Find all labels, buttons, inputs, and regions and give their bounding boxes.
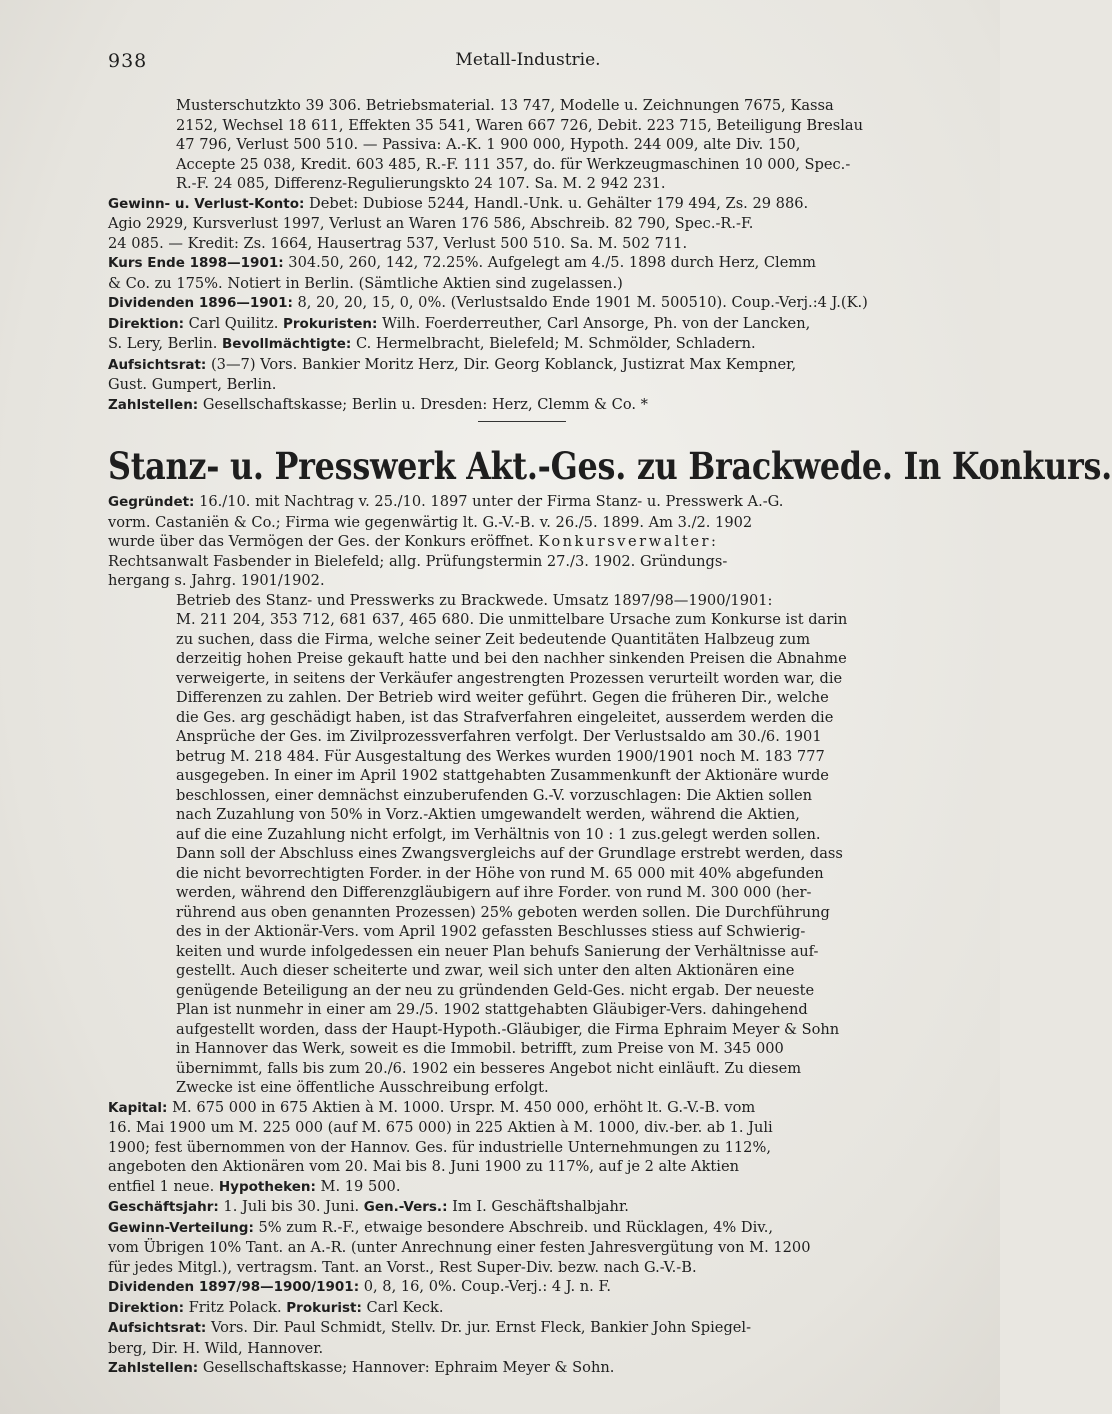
text-line: S. Lery, Berlin. [108,335,222,352]
text-line: 8, 20, 20, 15, 0, 0%. (Verlustsaldo Ende 1901 M. 500510). Coup.-Verj.:4 J.(K.) [292,294,868,311]
text-line: 1. Juli bis 30. Juni. [218,1198,364,1215]
dividenden-section [108,1277,954,1298]
company-entry [108,492,954,1379]
section-label: Gewinn-Verteilung: [108,1219,254,1236]
gewinn-verlust-konto [108,194,954,254]
emphasis-text: Konkursverwalter: [538,533,719,550]
text-line: auf die eine Zuzahlung nicht erfolgt, im Verhältnis von 10 : 1 zus.gelegt werden sollen. [176,825,821,843]
text-line: Vors. Dir. Paul Schmidt, Stellv. Dr. jur. Ernst Fleck, Bankier John Spiegel- [206,1319,752,1336]
text-line: Fritz Polack. [184,1298,287,1316]
text-line: Carl Quilitz. [184,314,283,332]
text-line: entfiel 1 neue. [108,1177,219,1195]
text-line: Betrieb des Stanz- und Presswerks zu Brackwede. Umsatz 1897/98—1900/1901: [176,591,773,609]
page-number: 938 [108,50,148,72]
text-line: angeboten den Aktionären vom 20. Mai bis 8. Juni 1900 zu 117%, auf je 2 alte Aktien [108,1158,740,1175]
text-line: rührend aus oben genannten Prozessen) 25% geboten werden sollen. Die Durchführung [176,903,830,921]
section-label: Dividenden 1897/98—1900/1901: [108,1279,360,1295]
text-line: 304.50, 260, 142, 72.25%. Aufgelegt am 4./5. 1898 durch Herz, Clemm [283,254,817,271]
text-line: aufgestellt worden, dass der Haupt-Hypoth.-Gläubiger, die Firma Ephraim Meyer & Sohn [176,1020,840,1038]
previous-entry [108,96,954,415]
company-title: Stanz- u. Presswerk Akt.-Ges. zu Brackwede. In Konkurs. [108,444,1112,488]
text-line: Debet: Dubiose 5244, Handl.-Unk. u. Gehälter 179 494, Zs. 29 886. [304,194,809,212]
text-line: 5% zum R.-F., etwaige besondere Abschreib. und Rücklagen, 4% Div., [253,1218,774,1236]
text-line: genügende Beteiligung an der neu zu gründenden Geld-Ges. nicht ergab. Der neueste [176,981,815,999]
text-line: ausgegeben. In einer im April 1902 stattgehabten Zusammenkunft der Aktionäre wurde [176,767,829,784]
text-line: keiten und wurde infolgedessen ein neuer Plan behufs Sanierung der Verhältnisse auf- [176,942,819,960]
zahlstellen-section [108,395,954,416]
gegruendet-section [108,492,954,591]
text-line: des in der Aktionär-Vers. vom April 1902 gefassten Beschlusses stiess auf Schwierig- [176,923,806,940]
text-line: Gesellschaftskasse; Berlin u. Dresden: Herz, Clemm & Co. * [198,395,648,413]
section-label: Direktion: [108,1299,184,1316]
gewinn-verteilung-section [108,1218,954,1278]
section-label: Prokurist: [286,1299,362,1316]
text-line: 1900; fest übernommen von der Hannov. Ges. für industrielle Unternehmungen zu 112%, [108,1138,771,1156]
text-line: nach Zuzahlung von 50% in Vorz.-Aktien umgewandelt werden, während die Aktien, [176,806,800,823]
section-label: Prokuristen: [283,315,378,332]
betrieb-paragraph [108,591,954,1098]
direktion-section [108,1298,954,1319]
aufsichtsrat-section [108,355,954,395]
text-line: 16./10. mit Nachtrag v. 25./10. 1897 unter der Firma Stanz- u. Presswerk A.-G. [194,493,784,510]
text-line: (3—7) Vors. Bankier Moritz Herz, Dir. Georg Koblanck, Justizrat Max Kempner, [206,355,797,373]
text-line: berg, Dir. H. Wild, Hannover. [108,1339,324,1357]
text-line: 16. Mai 1900 um M. 225 000 (auf M. 675 000) in 225 Aktien à M. 1000, div.-ber. ab 1. Juli [108,1119,773,1136]
text-line: Rechtsanwalt Fasbender in Bielefeld; allg. Prüfungstermin 27./3. 1902. Gründungs- [108,552,728,570]
section-label: Bevollmächtigte: [222,336,352,352]
text-line: Zwecke ist eine öffentliche Ausschreibung erfolgt. [176,1079,549,1096]
text-line: Gesellschaftskasse; Hannover: Ephraim Meyer & Sohn. [198,1359,615,1376]
text-line: 0, 8, 16, 0%. Coup.-Verj.: 4 J. n. F. [359,1278,611,1295]
text-line: Carl Keck. [361,1298,444,1316]
text-line: M. 19 500. [315,1177,401,1195]
text-line: C. Hermelbracht, Bielefeld; M. Schmölder, Schladern. [351,335,756,352]
section-label: Dividenden 1896—1901: [108,295,293,311]
text-line: 24 085. — Kredit: Zs. 1664, Hausertrag 537, Verlust 500 510. Sa. M. 502 711. [108,234,688,252]
text-line: & Co. zu 175%. Notiert in Berlin. (Sämtliche Aktien sind zugelassen.) [108,274,623,292]
balance-sheet [108,96,954,194]
text-line: Gust. Gumpert, Berlin. [108,376,277,393]
text-line: Agio 2929, Kursverlust 1997, Verlust an Waren 176 586, Abschreib. 82 790, Spec.-R.-F. [108,215,754,232]
text-line: Wilh. Foerderreuther, Carl Ansorge, Ph. von der Lancken, [377,314,811,332]
text-line: die nicht bevorrechtigten Forder. in der Höhe von rund M. 65 000 mit 40% abgefunden [176,864,824,882]
text-line: hergang s. Jahrg. 1901/1902. [108,572,325,589]
section-label: Gegründet: [108,494,195,510]
text-line: Differenzen zu zahlen. Der Betrieb wird weiter geführt. Gegen die früheren Dir., welche [176,689,829,706]
section-label: Gen.-Vers.: [363,1199,448,1215]
text-line: zu suchen, dass die Firma, welche seiner Zeit bedeutende Quantitäten Halbzeug zum [176,630,811,648]
section-label: Gewinn- u. Verlust-Konto: [108,195,305,212]
geschaeftsjahr-section [108,1197,954,1218]
section-label: Geschäftsjahr: [108,1199,219,1215]
text-line: M. 211 204, 353 712, 681 637, 465 680. Die unmittelbare Ursache zum Konkurse ist darin [176,611,848,628]
section-label: Kurs Ende 1898—1901: [108,255,284,271]
text-line: derzeitig hohen Preise gekauft hatte und bei den nachher sinkenden Preisen die Abnahme [176,650,847,667]
running-title: Metall-Industrie. [455,50,601,70]
text-line: R.-F. 24 085, Differenz-Regulierungskto 24 107. Sa. M. 2 942 231. [176,175,666,192]
text-line: Ansprüche der Ges. im Zivilprozessverfahren verfolgt. Der Verlustsaldo am 30./6. 1901 [176,728,822,745]
text-line: verweigerte, in seitens der Verkäufer angestrengten Prozessen verurteilt worden war, die [176,669,843,687]
text-line: Accepte 25 038, Kredit. 603 485, R.-F. 111 357, do. für Werkzeugmaschinen 10 000, Spec.- [176,155,851,173]
text-line: vom Übrigen 10% Tant. an A.-R. (unter Anrechnung einer festen Jahresvergütung von M. 1200 [108,1239,811,1256]
section-divider [478,421,566,422]
text-line: 47 796, Verlust 500 510. — Passiva: A.-K. 1 900 000, Hypoth. 244 009, alte Div. 150, [176,136,801,153]
section-label: Hypotheken: [218,1178,316,1195]
text-line: M. 675 000 in 675 Aktien à M. 1000. Urspr. M. 450 000, erhöht lt. G.-V.-B. vom [167,1098,756,1116]
section-label: Direktion: [108,315,184,332]
text-line: für jedes Mitgl.), vertragsm. Tant. an Vorst., Rest Super-Div. bezw. nach G.-V.-B. [108,1258,697,1276]
dividenden-section [108,293,954,314]
text-line: übernimmt, falls bis zum 20./6. 1902 ein besseres Angebot nicht einläuft. Zu diesem [176,1059,802,1077]
page-header [108,50,948,74]
text-line: werden, während den Differenzgläubigern auf ihre Forder. von rund M. 300 000 (her- [176,884,812,901]
zahlstellen-section [108,1358,954,1379]
text-line: beschlossen, einer demnächst einzuberufenden G.-V. vorzuschlagen: Die Aktien sollen [176,786,813,804]
section-label: Aufsichtsrat: [108,356,207,373]
text-line: betrug M. 218 484. Für Ausgestaltung des Werkes wurden 1900/1901 noch M. 183 777 [176,747,825,765]
text-line: die Ges. arg geschädigt haben, ist das Strafverfahren eingeleitet, ausserdem werden die [176,708,834,726]
text-line: vorm. Castaniën & Co.; Firma wie gegenwärtig lt. G.-V.-B. v. 26./5. 1899. Am 3./2. 1902 [108,513,753,531]
section-label: Zahlstellen: [108,396,199,413]
text-line: wurde über das Vermögen der Ges. der Konkurs eröffnet. [108,533,539,550]
text-line: Musterschutzkto 39 306. Betriebsmaterial. 13 747, Modelle u. Zeichnungen 7675, Kassa [176,97,834,114]
text-line: 2152, Wechsel 18 611, Effekten 35 541, Waren 667 726, Debit. 223 715, Beteiligung Breslau [176,116,863,134]
text-line: gestellt. Auch dieser scheiterte und zwar, weil sich unter den alten Aktionären eine [176,962,795,979]
section-label: Zahlstellen: [108,1360,199,1376]
kapital-section [108,1098,954,1198]
direktion-section [108,314,954,355]
section-label: Kapital: [108,1099,168,1116]
text-line: Im I. Geschäftshalbjahr. [447,1198,629,1215]
text-line: in Hannover das Werk, soweit es die Immobil. betrifft, zum Preise von M. 345 000 [176,1040,784,1057]
aufsichtsrat-section [108,1318,954,1358]
text-line: Plan ist nunmehr in einer am 29./5. 1902 stattgehabten Gläubiger-Vers. dahingehend [176,1001,808,1018]
text-line: Dann soll der Abschluss eines Zwangsvergleichs auf der Grundlage erstrebt werden, dass [176,845,843,862]
kurs-section [108,253,954,293]
section-label: Aufsichtsrat: [108,1320,207,1336]
